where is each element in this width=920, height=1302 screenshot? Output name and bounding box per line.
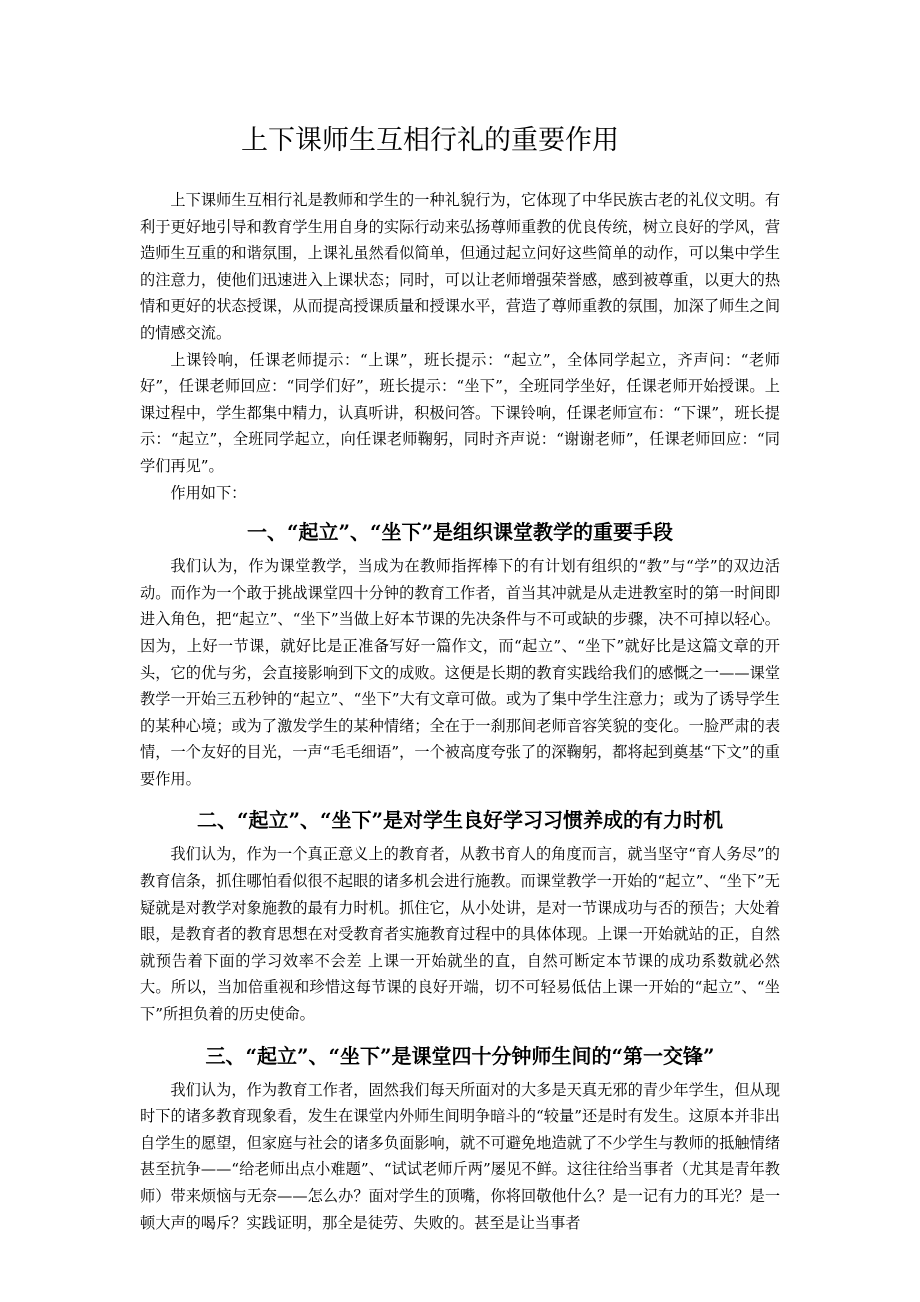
section-3-body: 我们认为，作为教育工作者，固然我们每天所面对的大多是天真无邪的青少年学生，但从现时下的诸多教育现象看，发生在课堂内外师生间明争暗斗的“较量”还是时有发生。这原本并非出自学生的愿望，但家庭与社会的诸多负面影响，就不可避免地造就了不少学生与教师的抵触情绪甚至抗争——“给老师出点小难题”、“试试老师斤两”屡见不鲜。这往往给当事者（尤其是青年教师）带来烦恼与无奈——怎么办？面对学生的顶嘴，你将回敬他什么？是一记有力的耳光？是一顿大声的喝斥？实践证明，那全是徒劳、失败的。甚至是让当事者 [140,1080,780,1232]
intro-paragraph-3: 作用如下： [170,483,247,502]
document-title: 上下课师生互相行礼的重要作用 [241,125,619,156]
section-1-heading: 一、“起立”、“坐下”是组织课堂教学的重要手段 [246,520,673,545]
intro-paragraph-1: 上下课师生互相行礼是教师和学生的一种礼貌行为，它体现了中华民族古老的礼仪文明。有利于更好地引导和教育学生用自身的实际行动来弘扬尊师重教的优良传统，树立良好的学风，营造师生互重的和谐氛围，上课礼虽然看似简单，但通过起立问好这些简单的动作，可以集中学生的注意力，使他们迅速进入上课状态；同时，可以让老师增强荣誉感，感到被尊重，以更大的热情和更好的状态授课，从而提高授课质量和授课水平，营造了尊师重教的氛围，加深了师生之间的情感交流。 [140,191,780,342]
section-1-body: 我们认为，作为课堂教学，当成为在教师指挥棒下的有计划有组织的“教”与“学”的双边活动。而作为一个敢于挑战课堂四十分钟的教育工作者，首当其冲就是从走进教室时的第一时间即进入角色，把“起立”、“坐下”当做上好本节课的先决条件与不可或缺的步骤，决不可掉以轻心。因为，上好一节课，就好比是正准备写好一篇作文，而“起立”、“坐下”就好比是这篇文章的开头，它的优与劣，会直接影响到下文的成败。这便是长期的教育实践给我们的感慨之一——课堂教学一开始三五秒钟的“起立”、“坐下”大有文章可做。或为了集中学生注意力；或为了诱导学生的某种心境；或为了激发学生的某种情绪；全在于一刹那间老师音容笑貌的变化。一脸严肃的表情，一个友好的目光，一声“毛毛细语”，一个被高度夸张了的深鞠躬，都将起到奠基“下文”的重要作用。 [140,557,780,788]
section-2-body: 我们认为，作为一个真正意义上的教育者，从教书育人的角度而言，就当坚守“育人务尽”的教育信条，抓住哪怕看似很不起眼的诸多机会进行施教。而课堂教学一开始的“起立”、“坐下”无疑就是对教学对象施教的最有力时机。抓住它，从小处讲，是对一节课成功与否的预告；大处着眼，是教育者的教育思想在对受教育者实施教育过程中的具体体现。上课一开始就站的正，自然就预告着下面的学习效率不会差 上课一开始就坐的直，自然可断定本节课的成功系数就必然大。所以，当加倍重视和珍惜这每节课的良好开端，切不可轻易低估上课一开始的“起立”、“坐下”所担负着的历史使命。 [140,845,780,1024]
intro-paragraph-2: 上课铃响，任课老师提示：“上课”，班长提示：“起立”，全体同学起立，齐声问：“老师好”，任课老师回应：“同学们好”，班长提示：“坐下”，全班同学坐好，任课老师开始授课。上课过程中，学生都集中精力，认真听讲，积极问答。下课铃响，任课老师宣布：“下课”，班长提示：“起立”，全班同学起立，向任课老师鞠躬，同时齐声说：“谢谢老师”，任课老师回应：“同学们再见”。 [140,350,780,475]
section-2-heading: 二、“起立”、“坐下”是对学生良好学习习惯养成的有力时机 [196,808,723,833]
section-3-heading: 三、“起立”、“坐下”是课堂四十分钟师生间的“第一交锋” [205,1043,715,1068]
